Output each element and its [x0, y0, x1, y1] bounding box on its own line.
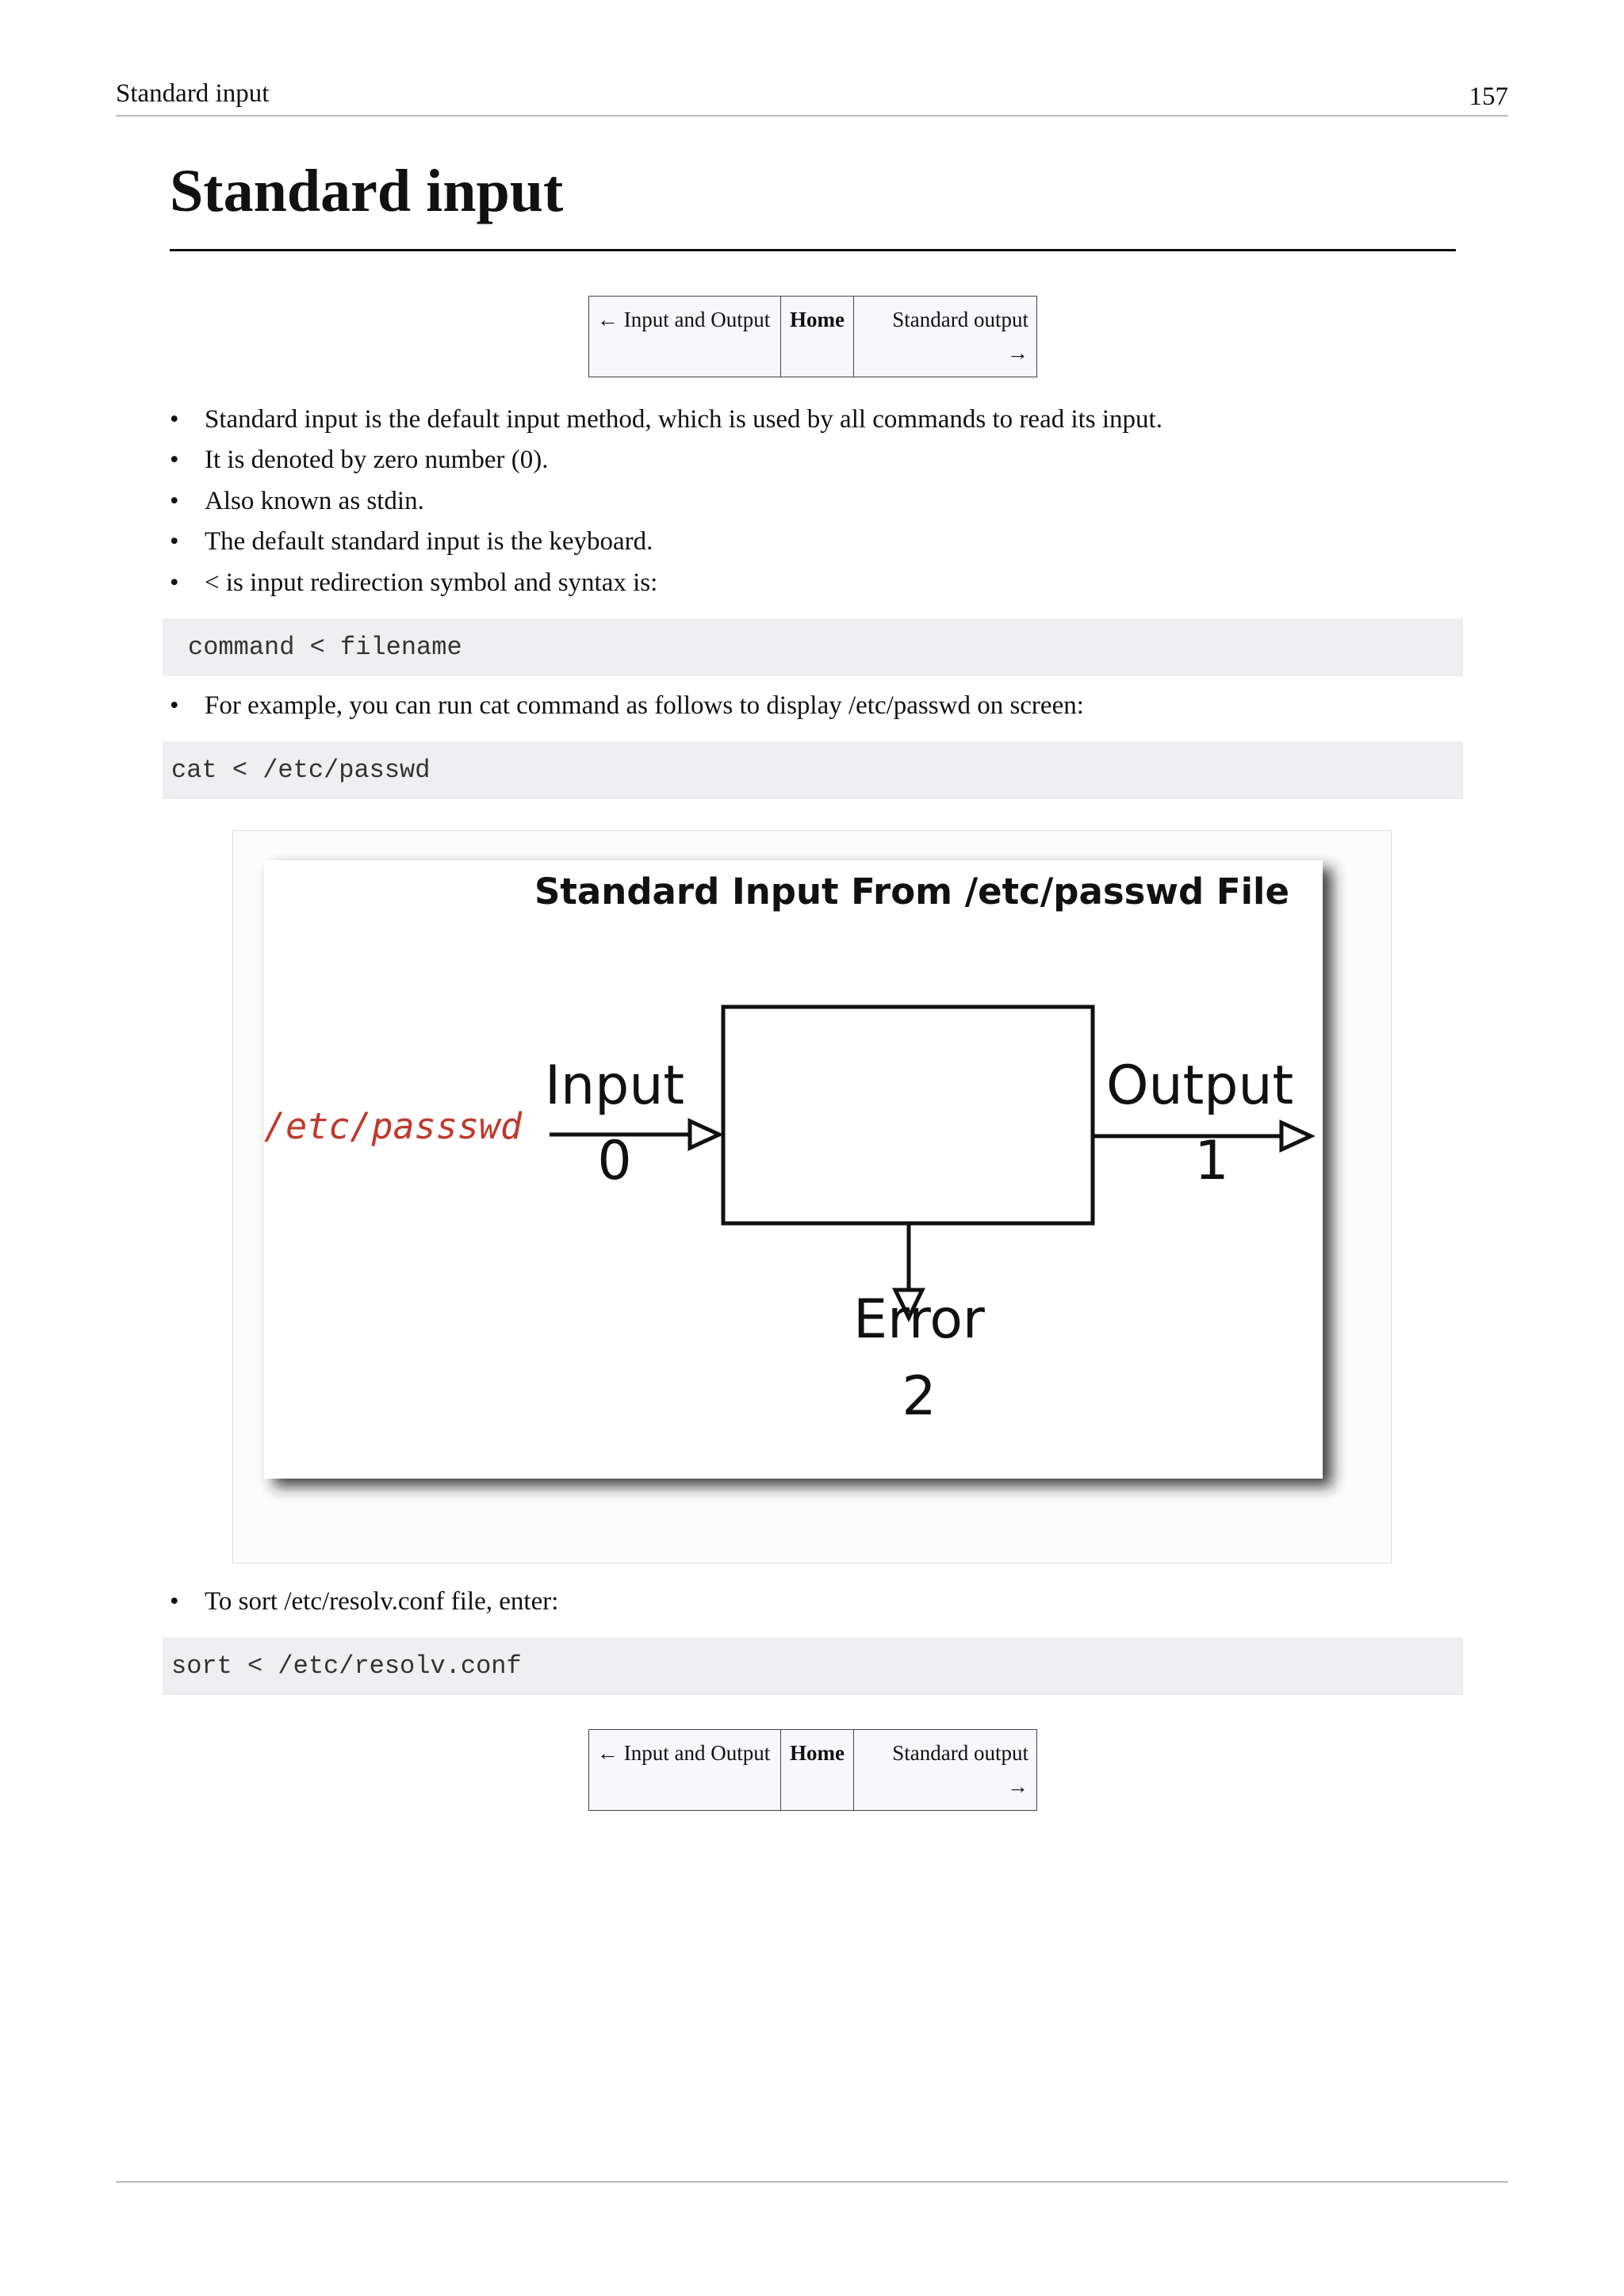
bullet-icon: • — [170, 691, 179, 720]
list-item-text: Standard input is the default input method, which is used by all commands to read its input. — [205, 405, 1162, 434]
list-item-text: < is input redirection symbol and syntax is: — [205, 568, 658, 597]
footer-rule — [116, 2181, 1508, 2183]
input-fd: 0 — [597, 1130, 632, 1192]
error-fd: 2 — [902, 1365, 936, 1428]
stdin-diagram — [232, 830, 1392, 1563]
bullet-icon: • — [170, 487, 179, 515]
bullet-icon: • — [170, 446, 179, 474]
bullet-icon: • — [170, 1587, 179, 1616]
list-item-text: It is denoted by zero number (0). — [205, 446, 549, 474]
nav-next-label: Standard output — [892, 308, 1028, 331]
list-item-text: The default standard input is the keyboard. — [205, 527, 653, 556]
code-block: sort < /etc/resolv.conf — [163, 1637, 1463, 1695]
output-fd: 1 — [1194, 1130, 1229, 1192]
output-label: Output — [1106, 1054, 1294, 1117]
list-item-text: For example, you can run cat command as follows to display /etc/passwd on screen: — [205, 691, 1084, 720]
list-item-text: Also known as stdin. — [205, 487, 424, 515]
top-navigation — [588, 296, 1037, 377]
bottom-navigation — [588, 1729, 1037, 1811]
nav-prev-link[interactable]: ← Input and Output — [589, 1730, 781, 1810]
header-rule — [116, 115, 1508, 117]
arrow-right-icon: → — [1007, 1774, 1028, 1798]
page-title: Standard input — [170, 158, 564, 224]
nav-home-link[interactable]: Home — [781, 297, 854, 377]
code-block: command < filename — [163, 618, 1463, 676]
bullet-icon: • — [170, 405, 179, 434]
code-block: cat < /etc/passwd — [163, 741, 1463, 799]
bullet-icon: • — [170, 568, 179, 597]
list-item-text: To sort /etc/resolv.conf file, enter: — [205, 1587, 559, 1616]
nav-next-link[interactable] — [854, 297, 1036, 377]
arrow-right-icon: → — [1007, 341, 1028, 365]
source-file-label: /etc/passswd — [264, 1105, 523, 1147]
title-rule — [170, 249, 1456, 251]
process-box — [723, 1007, 1093, 1223]
input-label: Input — [545, 1054, 685, 1117]
error-label: Error — [853, 1288, 985, 1351]
running-header-title: Standard input — [116, 79, 270, 108]
page-number: 157 — [1469, 82, 1508, 111]
nav-prev-link[interactable]: ← Input and Output — [589, 297, 781, 377]
bullet-icon: • — [170, 527, 179, 556]
nav-next-link[interactable] — [854, 1730, 1036, 1810]
nav-home-link[interactable]: Home — [781, 1730, 854, 1810]
nav-next-label: Standard output — [892, 1741, 1028, 1765]
diagram-title: Standard Input From /etc/passwd File — [534, 871, 1289, 913]
